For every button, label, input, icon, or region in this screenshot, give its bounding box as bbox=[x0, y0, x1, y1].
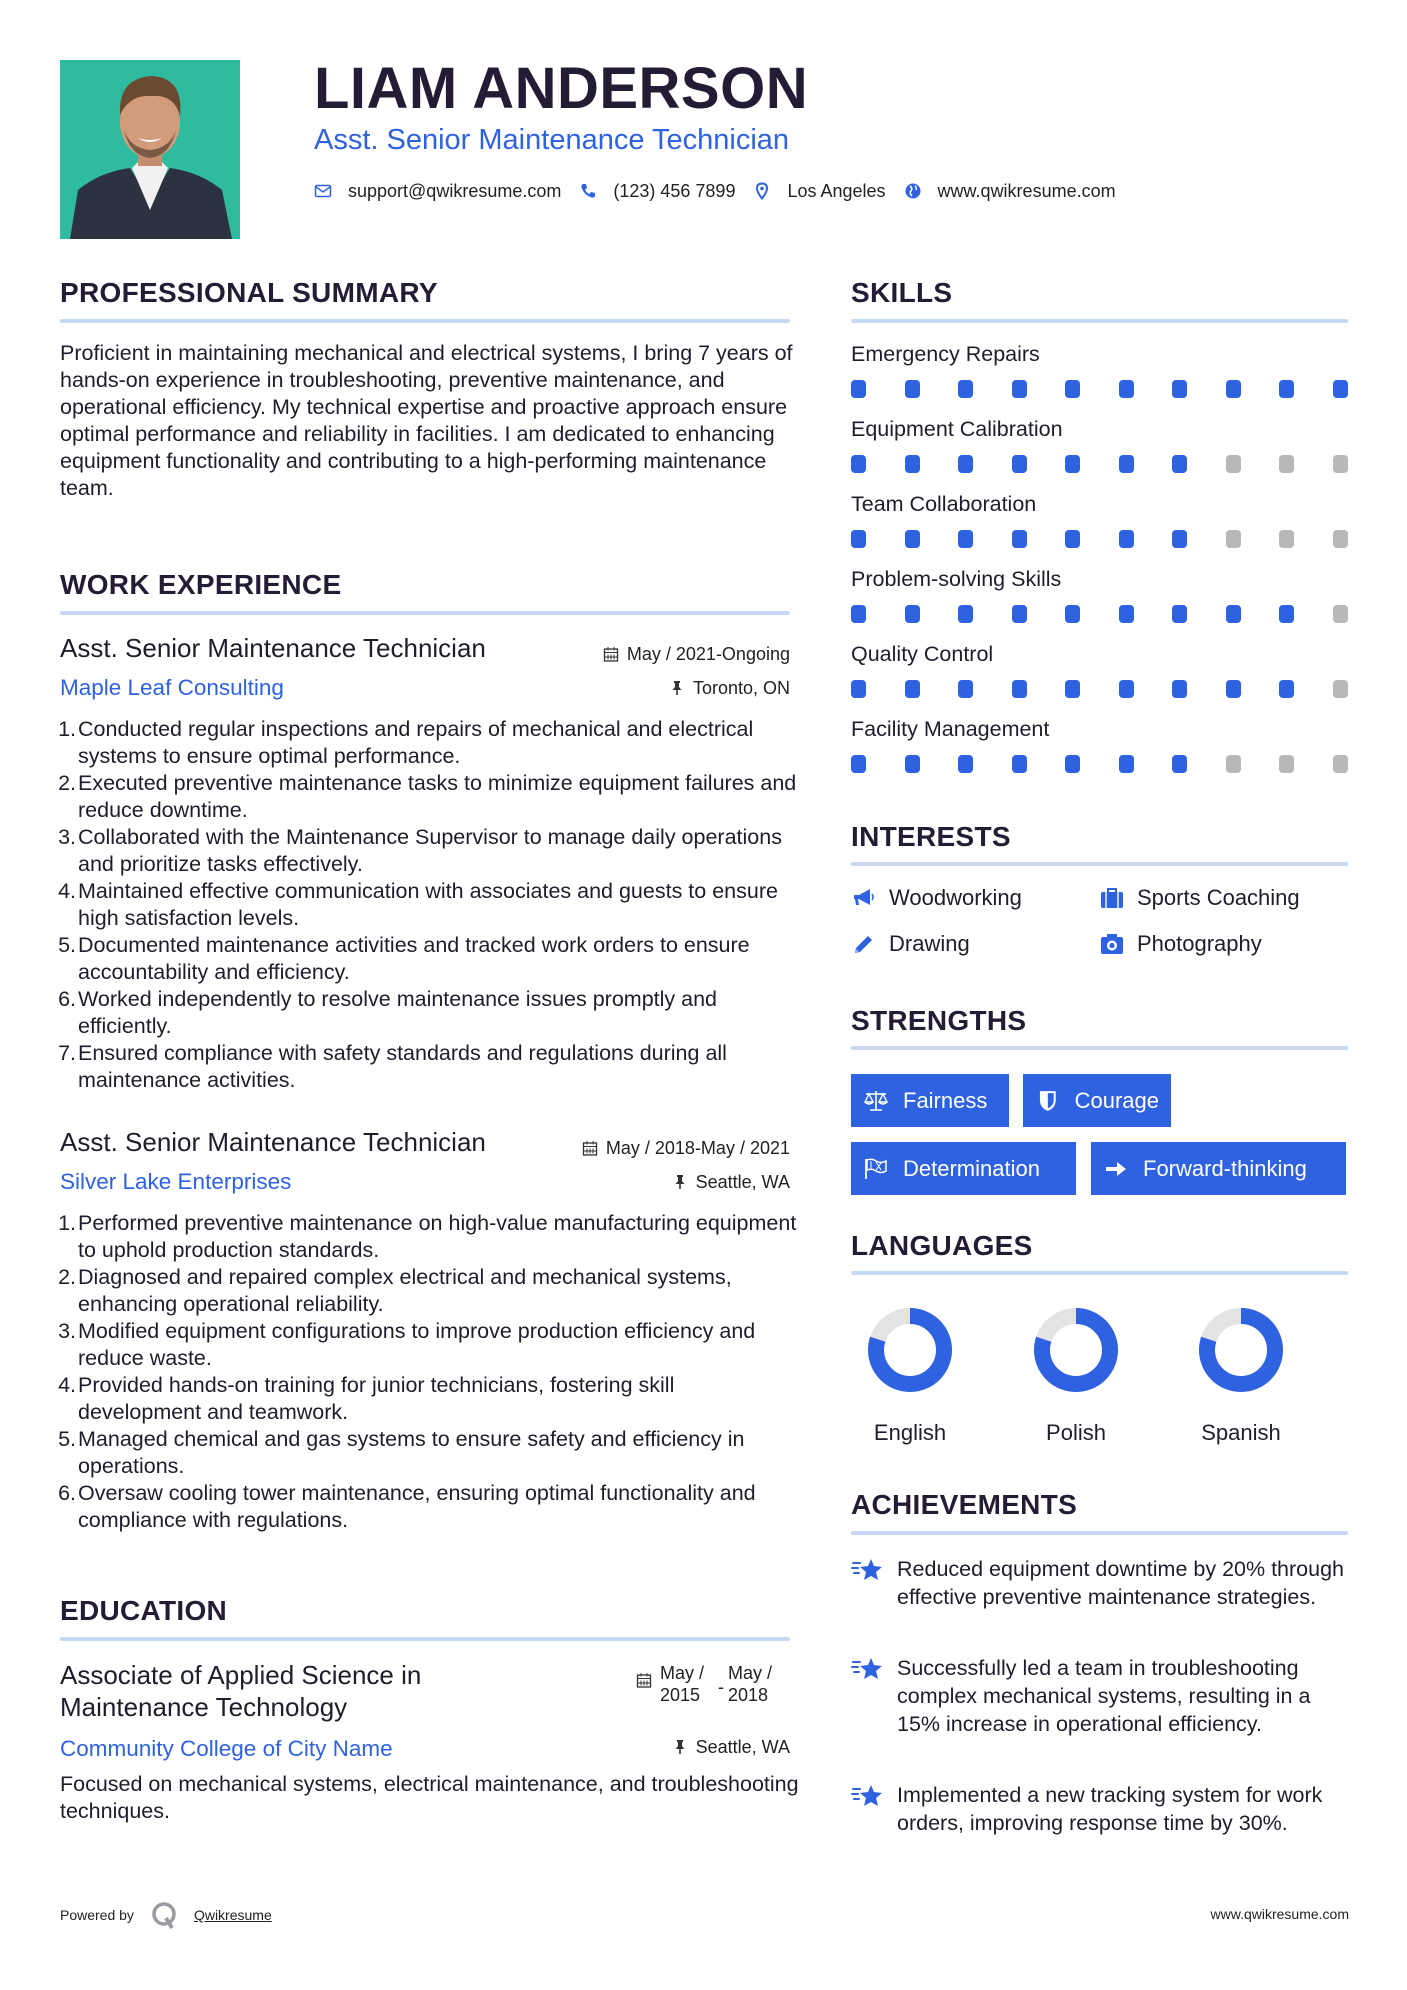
summary-heading: PROFESSIONAL SUMMARY bbox=[60, 277, 438, 308]
skill-dot-filled bbox=[1172, 455, 1187, 473]
interest-item-drawing bbox=[851, 930, 970, 958]
achievement-item bbox=[851, 1654, 1351, 1738]
briefcase-icon bbox=[1099, 886, 1125, 910]
education-date-end: May / 2018 bbox=[728, 1663, 773, 1705]
education-degree-line-1: Associate of Applied Science in bbox=[60, 1660, 422, 1690]
skill-name: Team Collaboration bbox=[851, 492, 1037, 516]
pushpin-icon bbox=[669, 680, 685, 696]
skill-dot-filled bbox=[1172, 380, 1187, 398]
strength-chip-forward-thinking bbox=[1091, 1142, 1346, 1195]
summary-text: Proficient in maintaining mechanical and electrical systems, I bring 7 years of hands-on experience in troubleshooting, preventive maintenance, and operational efficiency. My technical expertise and proactive approach ensure optimal performance and reliability in facilities. I am dedicated to enhancing equipment functionality and contributing to a high-performing maintenance team. bbox=[60, 341, 793, 500]
skill-dot-filled bbox=[1012, 455, 1027, 473]
strength-label: Fairness bbox=[903, 1087, 988, 1113]
achievements-heading: ACHIEVEMENTS bbox=[851, 1489, 1078, 1520]
education-date-start: May / 2015 bbox=[660, 1663, 705, 1705]
contact-location bbox=[753, 179, 885, 203]
skill-dot-filled bbox=[958, 680, 973, 698]
skill-dot-filled bbox=[1226, 605, 1241, 623]
job-2-bullet: 1. Performed preventive maintenance on high-value manufacturing equipment to uphold production standards. bbox=[58, 1211, 797, 1262]
skill-dot-filled bbox=[1119, 680, 1134, 698]
qwikresume-link[interactable]: Qwikresume bbox=[193, 1907, 272, 1923]
language-name: Polish bbox=[1046, 1420, 1106, 1445]
strength-chip-determination bbox=[851, 1142, 1076, 1195]
skill-dot-filled bbox=[1119, 755, 1134, 773]
contact-email[interactable] bbox=[314, 179, 561, 203]
job-2-bullets bbox=[60, 1210, 800, 1534]
skill-dot-filled bbox=[1279, 380, 1294, 398]
achievements-divider bbox=[851, 1531, 1348, 1535]
strength-chip-fairness bbox=[851, 1074, 1009, 1127]
pencil-icon bbox=[851, 932, 877, 956]
skill-dot-empty bbox=[1333, 605, 1348, 623]
skill-dot-filled bbox=[1172, 605, 1187, 623]
achievement-text: Reduced equipment downtime by 20% through effective preventive maintenance strategies. bbox=[897, 1557, 1345, 1609]
skill-dot-filled bbox=[851, 755, 866, 773]
education-degree bbox=[60, 1659, 580, 1723]
interest-item-woodworking bbox=[851, 884, 1022, 912]
shooting-star-icon bbox=[851, 1781, 885, 1809]
contact-email-text: support@qwikresume.com bbox=[348, 181, 562, 201]
skill-dot-filled bbox=[1226, 680, 1241, 698]
balance-scale-icon bbox=[863, 1089, 889, 1113]
achievement-item bbox=[851, 1781, 1351, 1837]
skill-dot-filled bbox=[1119, 380, 1134, 398]
job-2-bullet: 6. Oversaw cooling tower maintenance, ensuring optimal functionality and compliance with regulations. bbox=[58, 1481, 756, 1532]
experience-divider bbox=[60, 611, 790, 615]
job-2-location-text: Seattle, WA bbox=[695, 1172, 790, 1192]
calendar-icon bbox=[603, 646, 619, 662]
skill-dot-empty bbox=[1226, 530, 1241, 548]
skill-dot-filled bbox=[905, 605, 920, 623]
profile-photo bbox=[60, 60, 240, 239]
pushpin-icon bbox=[672, 1739, 688, 1755]
experience-heading: WORK EXPERIENCE bbox=[60, 569, 342, 600]
skill-dot-empty bbox=[1333, 680, 1348, 698]
skill-rating bbox=[851, 755, 1348, 773]
skill-dot-filled bbox=[958, 455, 973, 473]
globe-icon bbox=[904, 182, 922, 200]
achievement-item bbox=[851, 1555, 1351, 1611]
language-name: Spanish bbox=[1201, 1420, 1281, 1445]
skill-rating bbox=[851, 380, 1348, 398]
skill-dot-filled bbox=[905, 380, 920, 398]
skill-dot-empty bbox=[1333, 530, 1348, 548]
skill-dot-filled bbox=[851, 605, 866, 623]
skill-rating bbox=[851, 530, 1348, 548]
candidate-name: LIAM ANDERSON bbox=[314, 56, 809, 121]
skill-dot-filled bbox=[1226, 380, 1241, 398]
job-2-date bbox=[582, 1136, 790, 1160]
shooting-star-icon bbox=[851, 1555, 885, 1583]
skill-dot-filled bbox=[1065, 455, 1080, 473]
skill-dot-empty bbox=[1333, 755, 1348, 773]
skill-dot-filled bbox=[1065, 755, 1080, 773]
education-location bbox=[672, 1735, 790, 1759]
skill-dot-filled bbox=[905, 755, 920, 773]
skill-dot-filled bbox=[851, 530, 866, 548]
skills-divider bbox=[851, 319, 1348, 323]
skill-dot-filled bbox=[1065, 380, 1080, 398]
skill-dot-filled bbox=[1119, 455, 1134, 473]
strengths-heading: STRENGTHS bbox=[851, 1005, 1027, 1036]
megaphone-icon bbox=[851, 886, 877, 910]
contact-website[interactable] bbox=[904, 179, 1116, 203]
education-description: Focused on mechanical systems, electrical maintenance, and troubleshooting techniques. bbox=[60, 1772, 799, 1823]
strength-label: Forward-thinking bbox=[1143, 1155, 1307, 1181]
skill-dot-filled bbox=[851, 455, 866, 473]
job-1-company: Maple Leaf Consulting bbox=[60, 675, 284, 700]
interest-label: Drawing bbox=[889, 931, 970, 956]
contact-row bbox=[314, 179, 1134, 203]
pushpin-icon bbox=[672, 1174, 688, 1190]
skill-rating bbox=[851, 605, 1348, 623]
education-date-separator: - bbox=[718, 1677, 725, 1697]
skill-dot-filled bbox=[1065, 530, 1080, 548]
job-2-company: Silver Lake Enterprises bbox=[60, 1169, 292, 1194]
job-2-title: Asst. Senior Maintenance Technician bbox=[60, 1127, 486, 1157]
languages-heading: LANGUAGES bbox=[851, 1230, 1033, 1261]
strength-label: Courage bbox=[1074, 1087, 1159, 1113]
skill-dot-filled bbox=[1119, 530, 1134, 548]
skill-dot-empty bbox=[1226, 755, 1241, 773]
contact-website-text: www.qwikresume.com bbox=[937, 181, 1116, 201]
job-1-bullet: 6. Worked independently to resolve maintenance issues promptly and efficiently. bbox=[58, 987, 717, 1038]
skill-name: Quality Control bbox=[851, 642, 994, 666]
shield-icon bbox=[1035, 1089, 1061, 1113]
skill-dot-empty bbox=[1279, 755, 1294, 773]
calendar-icon bbox=[636, 1672, 652, 1688]
job-1-bullet: 2. Executed preventive maintenance tasks to minimize equipment failures and reduce downtime. bbox=[58, 771, 797, 822]
arrow-right-icon bbox=[1103, 1157, 1129, 1181]
job-1-bullet: 5. Documented maintenance activities and tracked work orders to ensure accountability and efficiency. bbox=[58, 933, 750, 984]
skill-rating bbox=[851, 680, 1348, 698]
skill-name: Problem-solving Skills bbox=[851, 567, 1062, 591]
skill-dot-empty bbox=[1279, 530, 1294, 548]
education-date bbox=[636, 1662, 772, 1706]
job-1-bullet: 3. Collaborated with the Maintenance Supervisor to manage daily operations and prioritize tasks effectively. bbox=[58, 825, 782, 876]
skill-dot-filled bbox=[958, 755, 973, 773]
achievement-text: Successfully led a team in troubleshooting complex mechanical systems, resulting in a 15% increase in operational efficiency. bbox=[897, 1656, 1311, 1736]
skill-dot-filled bbox=[1012, 530, 1027, 548]
interest-label: Sports Coaching bbox=[1137, 885, 1300, 910]
skill-dot-filled bbox=[1012, 380, 1027, 398]
candidate-title: Asst. Senior Maintenance Technician bbox=[314, 124, 790, 156]
job-1-location bbox=[669, 676, 790, 700]
calendar-icon bbox=[582, 1140, 598, 1156]
summary-divider bbox=[60, 319, 790, 323]
job-2-bullet: 5. Managed chemical and gas systems to ensure safety and efficiency in operations. bbox=[58, 1427, 745, 1478]
skill-dot-empty bbox=[1279, 455, 1294, 473]
skill-name: Equipment Calibration bbox=[851, 417, 1063, 441]
skill-dot-filled bbox=[958, 530, 973, 548]
skill-dot-filled bbox=[1333, 380, 1348, 398]
achievement-text: Implemented a new tracking system for work orders, improving response time by 30%. bbox=[897, 1783, 1323, 1835]
language-item bbox=[1016, 1307, 1136, 1447]
skills-heading: SKILLS bbox=[851, 277, 953, 308]
skill-dot-filled bbox=[1172, 755, 1187, 773]
qwikresume-logo-icon bbox=[150, 1900, 180, 1930]
footer-website[interactable]: www.qwikresume.com bbox=[1210, 1906, 1349, 1922]
envelope-icon bbox=[314, 182, 332, 200]
language-item bbox=[850, 1307, 970, 1447]
job-1-bullet: 7. Ensured compliance with safety standards and regulations during all maintenance activities. bbox=[58, 1041, 727, 1092]
flag-icon bbox=[863, 1157, 889, 1181]
contact-phone[interactable] bbox=[579, 179, 735, 203]
camera-icon bbox=[1099, 932, 1125, 956]
interests-divider bbox=[851, 862, 1348, 866]
skill-dot-filled bbox=[1172, 530, 1187, 548]
language-item bbox=[1181, 1307, 1301, 1447]
skill-name: Emergency Repairs bbox=[851, 342, 1040, 366]
job-1-date bbox=[603, 642, 790, 666]
powered-by-label: Powered by bbox=[60, 1907, 134, 1923]
footer-powered-by bbox=[60, 1900, 272, 1930]
education-divider bbox=[60, 1637, 790, 1641]
skill-dot-filled bbox=[905, 530, 920, 548]
education-location-text: Seattle, WA bbox=[695, 1737, 790, 1757]
skill-dot-filled bbox=[1012, 605, 1027, 623]
strength-label: Determination bbox=[903, 1155, 1040, 1181]
skill-dot-filled bbox=[851, 380, 866, 398]
skill-rating bbox=[851, 455, 1348, 473]
job-1-date-text: May / 2021-Ongoing bbox=[626, 644, 790, 664]
language-donut-chart bbox=[867, 1307, 953, 1393]
interest-item-photography bbox=[1099, 930, 1262, 958]
interests-heading: INTERESTS bbox=[851, 821, 1011, 852]
skill-dot-filled bbox=[1279, 605, 1294, 623]
skill-name: Facility Management bbox=[851, 717, 1050, 741]
job-2-bullet: 3. Modified equipment configurations to improve production efficiency and reduce waste. bbox=[58, 1319, 756, 1370]
skill-dot-filled bbox=[1065, 680, 1080, 698]
job-1-bullets bbox=[60, 716, 800, 1094]
job-1-location-text: Toronto, ON bbox=[692, 678, 790, 698]
skill-dot-empty bbox=[1333, 455, 1348, 473]
job-1-bullet: 1. Conducted regular inspections and repairs of mechanical and electrical systems to ensure optimal performance. bbox=[58, 717, 754, 768]
skill-dot-filled bbox=[1279, 680, 1294, 698]
shooting-star-icon bbox=[851, 1654, 885, 1682]
education-heading: EDUCATION bbox=[60, 1595, 228, 1626]
languages-divider bbox=[851, 1271, 1348, 1275]
language-name: English bbox=[873, 1420, 947, 1445]
education-school: Community College of City Name bbox=[60, 1736, 393, 1761]
job-2-date-text: May / 2018-May / 2021 bbox=[605, 1138, 790, 1158]
interest-item-sports-coaching bbox=[1099, 884, 1300, 912]
skill-dot-filled bbox=[851, 680, 866, 698]
language-donut-chart bbox=[1033, 1307, 1119, 1393]
interest-label: Woodworking bbox=[889, 885, 1022, 910]
skill-dot-filled bbox=[1012, 680, 1027, 698]
phone-icon bbox=[579, 182, 597, 200]
contact-location-text: Los Angeles bbox=[787, 181, 886, 201]
skill-dot-filled bbox=[958, 605, 973, 623]
education-degree-line-2: Maintenance Technology bbox=[60, 1692, 348, 1722]
skill-dot-filled bbox=[1012, 755, 1027, 773]
skill-dot-filled bbox=[1119, 605, 1134, 623]
skill-dot-filled bbox=[958, 380, 973, 398]
job-2-bullet: 4. Provided hands-on training for junior technicians, fostering skill development and teamwork. bbox=[58, 1373, 675, 1424]
strengths-divider bbox=[851, 1046, 1348, 1050]
profile-photo-illustration bbox=[60, 60, 240, 239]
map-pin-icon bbox=[753, 182, 771, 200]
job-2-location bbox=[672, 1170, 790, 1194]
interest-label: Photography bbox=[1137, 931, 1262, 956]
skill-dot-filled bbox=[905, 455, 920, 473]
strength-chip-courage bbox=[1023, 1074, 1171, 1127]
job-2-bullet: 2. Diagnosed and repaired complex electrical and mechanical systems, enhancing operational reliability. bbox=[58, 1265, 732, 1316]
skill-dot-filled bbox=[905, 680, 920, 698]
job-1-bullet: 4. Maintained effective communication with associates and guests to ensure high satisfaction levels. bbox=[58, 879, 778, 930]
language-donut-chart bbox=[1198, 1307, 1284, 1393]
contact-phone-text: (123) 456 7899 bbox=[613, 181, 736, 201]
skill-dot-empty bbox=[1226, 455, 1241, 473]
skill-dot-filled bbox=[1065, 605, 1080, 623]
job-1-title: Asst. Senior Maintenance Technician bbox=[60, 633, 486, 663]
skill-dot-filled bbox=[1172, 680, 1187, 698]
